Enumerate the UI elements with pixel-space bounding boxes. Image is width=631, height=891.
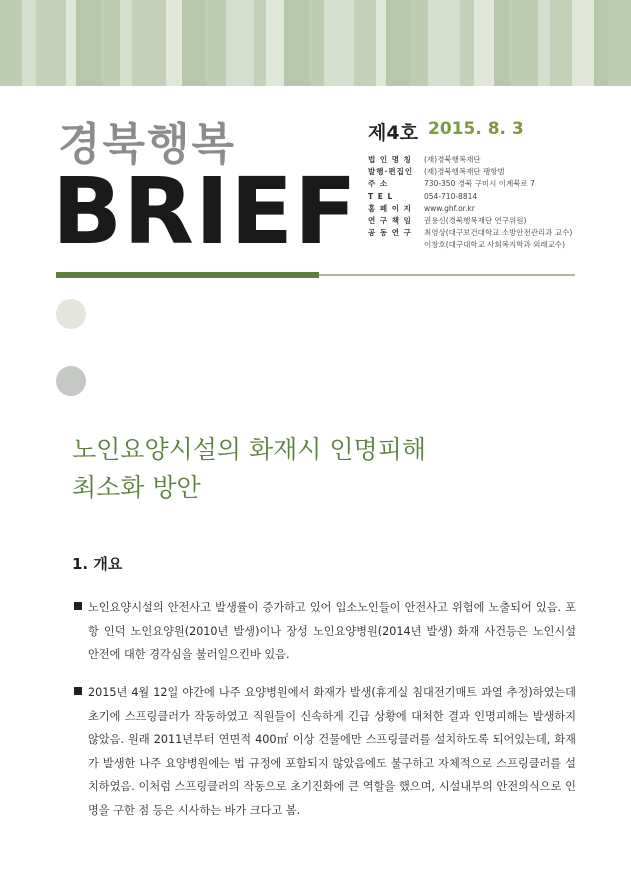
header-stripe	[376, 0, 386, 86]
info-value: 권용신(경북행복재단 연구위원)	[424, 216, 527, 226]
paragraph-text: 2015년 4월 12일 야간에 나주 요양병원에서 화재가 발생(휴게실 침대전기매트 과열 추정)하였는데 초기에 스프링클러가 작동하였고 직원들이 신속하게 긴급 상황에 대처한 결과 인명피해는 발생하지 않았음. 원래 2011년부터 연면적 400㎡ 이상 건물에만 스프링클러를 설치하도록 되어있는데, 화재가 발생한 나주 요양병원에는 법 규정에 포함되지 않았음에도 불구하고 자체적으로 스프링클러를 설치하였음. 이처럼 스프링클러의 작동으로 초기진화에 큰 역할을 했으며, 시설내부의 안전의식으로 인명을 구한 점 등은 시사하는 바가 크다고 봄.	[88, 686, 576, 817]
info-label: 법 인 명 칭	[368, 155, 412, 164]
header-stripe	[324, 0, 354, 86]
brand-korean: 경북행복	[58, 119, 237, 170]
info-value: 730-350 경북 구미시 이계북로 7	[424, 179, 535, 189]
header-stripe	[206, 0, 226, 86]
article-title-line2: 최소화 방안	[72, 473, 201, 502]
header-stripe	[594, 0, 608, 86]
header-stripe	[102, 0, 120, 86]
header-stripe	[354, 0, 376, 86]
header-stripe	[266, 0, 284, 86]
info-value: 054-710-8814	[424, 191, 478, 201]
header-stripe	[76, 0, 102, 86]
header-stripe	[474, 0, 494, 86]
header-stripe	[166, 0, 182, 86]
info-value: 이창호(대구대학교 사회복지학과 외래교수)	[424, 240, 566, 250]
header-stripe	[410, 0, 428, 86]
info-value: (재)경북행복재단	[424, 155, 481, 164]
info-label: 공 동 연 구	[368, 228, 412, 238]
article-title-line1: 노인요양시설의 화재시 인명피해	[72, 435, 426, 464]
title-underline	[56, 272, 319, 278]
header-stripe	[132, 0, 166, 86]
info-value: 최영상(대구보건대학교 소방안전관리과 교수)	[424, 228, 573, 238]
section-heading: 1. 개요	[72, 555, 123, 573]
info-label: 홈 페 이 지	[368, 203, 412, 213]
issue-date: 2015. 8. 3	[428, 119, 524, 139]
header-stripe	[386, 0, 410, 86]
info-row	[368, 203, 572, 215]
header-stripe	[22, 0, 36, 86]
info-row	[368, 239, 572, 251]
header-stripe	[254, 0, 266, 86]
info-row	[368, 154, 572, 166]
bullet-paragraph	[74, 681, 576, 822]
info-row	[368, 215, 572, 227]
paragraph-text: 노인요양시설의 안전사고 발생률이 증가하고 있어 입소노인들이 안전사고 위험에 노출되어 있음. 포항 인덕 노인요양원(2010년 발생)이나 장성 노인요양병원(2014년 발생) 화재 사건등은 노인시설 안전에 대한 경각심을 불러일으킨바 있음.	[88, 601, 576, 661]
info-row	[368, 227, 572, 239]
decorative-circle-light	[56, 299, 86, 329]
decorative-circle-gray	[56, 366, 86, 396]
header-stripe	[608, 0, 631, 86]
info-label: 발행·편집인	[368, 167, 414, 177]
header-stripe	[550, 0, 572, 86]
header-stripe	[494, 0, 510, 86]
header-stripe	[510, 0, 538, 86]
publication-info	[368, 154, 572, 252]
info-row	[368, 191, 572, 203]
header-stripes	[0, 0, 631, 86]
info-row	[368, 166, 572, 178]
square-bullet-icon	[74, 602, 82, 610]
brand-english: BRIEF	[52, 158, 358, 265]
header-stripe	[0, 0, 22, 86]
header-stripe	[538, 0, 550, 86]
header-stripe	[572, 0, 594, 86]
bullet-paragraph	[74, 596, 576, 667]
header-stripe	[284, 0, 310, 86]
header-stripe	[36, 0, 66, 86]
title-underline-thin	[319, 274, 575, 276]
header-stripe	[460, 0, 474, 86]
info-row	[368, 178, 572, 190]
header-stripe	[182, 0, 206, 86]
square-bullet-icon	[74, 687, 82, 695]
header-stripe	[310, 0, 324, 86]
article-title	[72, 431, 426, 507]
header-stripe	[120, 0, 132, 86]
header-stripe	[226, 0, 254, 86]
info-value: (재)경북행복재단 팽항범	[424, 167, 505, 177]
info-label: T E L	[368, 191, 394, 201]
info-label: 주 소	[368, 179, 389, 189]
info-label: 연 구 책 임	[368, 216, 412, 226]
info-value[interactable]: www.ghf.or.kr	[424, 203, 475, 213]
info-label	[368, 239, 424, 251]
header-stripe	[428, 0, 460, 86]
issue-number: 제4호	[368, 122, 418, 144]
header-stripe	[66, 0, 76, 86]
